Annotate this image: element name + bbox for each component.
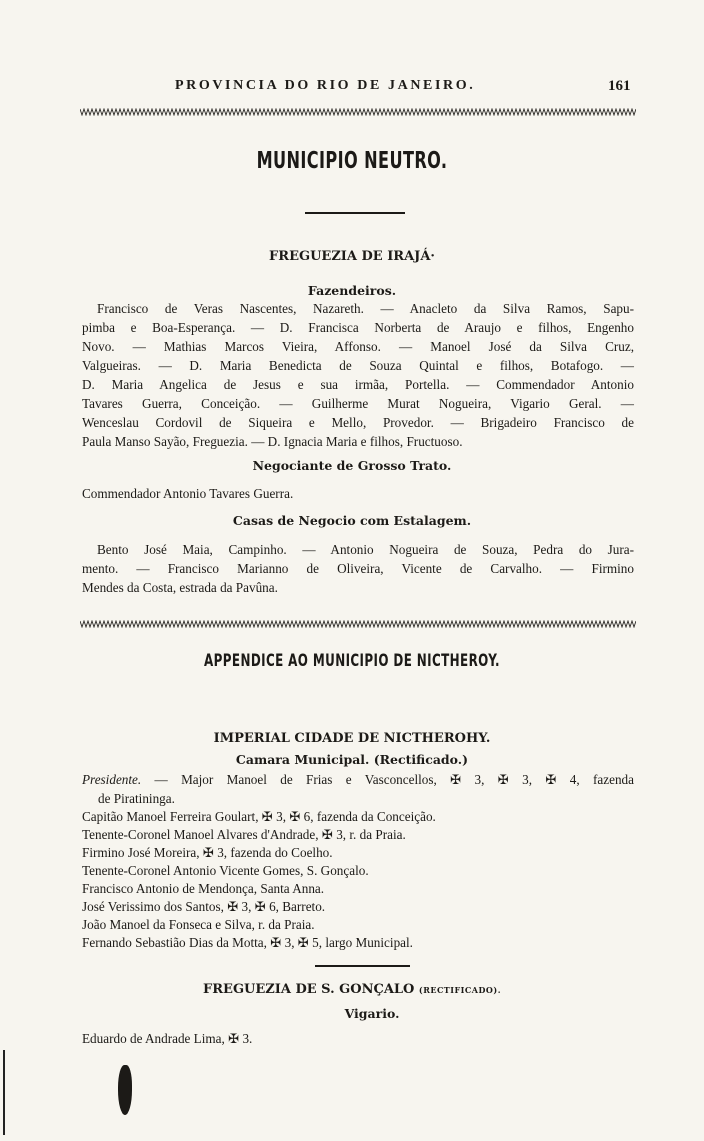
running-title: PROVINCIA DO RIO DE JANEIRO.: [175, 78, 476, 93]
text-line: Tavares Guerra, Conceição. — Guilherme Murat Nogueira, Vigario Geral. —: [82, 396, 634, 411]
decorative-rule-top: [80, 108, 636, 116]
fazendeiros-heading: Fazendeiros.: [307, 283, 397, 298]
section-title-municipio-neutro: MUNICIPIO NEUTRO.: [256, 148, 448, 174]
divider: [315, 965, 410, 967]
text-line: pimba e Boa-Esperança. — D. Francisca Norberta de Araujo e filhos, Engenho: [82, 320, 634, 335]
rectificado-note: (RECTIFICADO).: [418, 985, 501, 995]
presidente-entry: [82, 772, 634, 788]
text-line: Paula Manso Sayão, Freguezia. — D. Ignacia Maria e filhos, Fructuoso.: [82, 434, 463, 449]
city-heading: IMPERIAL CIDADE DE NICTHEROHY.: [213, 731, 491, 746]
presidente-continuation: de Piratininga.: [98, 791, 175, 806]
text-line: Mendes da Costa, estrada da Pavûna.: [82, 580, 278, 595]
member-entry: Fernando Sebastião Dias da Motta, ✠ 3, ✠ 5, largo Municipal.: [82, 935, 413, 950]
negociante-heading: Negociante de Grosso Trato.: [252, 458, 452, 473]
text-line: Wenceslau Cordovil de Siqueira e Mello, Provedor. — Brigadeiro Francisco de: [82, 415, 634, 430]
freguezia-goncalo-title: FREGUEZIA DE S. GONÇALO: [203, 982, 415, 997]
freguezia-goncalo-heading: [0, 982, 704, 997]
member-entry: Francisco Antonio de Mendonça, Santa Anna.: [82, 881, 325, 896]
ink-blot: [118, 1065, 132, 1115]
member-entry: Capitão Manoel Ferreira Goulart, ✠ 3, ✠ 6, fazenda da Conceição.: [82, 809, 436, 824]
text-line: mento. — Francisco Marianno de Oliveira, Vicente de Carvalho. — Firmino: [82, 561, 634, 576]
member-entry: José Verissimo dos Santos, ✠ 3, ✠ 6, Barreto.: [82, 899, 326, 914]
presidente-text: — Major Manoel de Frias e Vasconcellos, ✠ 3, ✠ 3, ✠ 4, fazenda: [141, 772, 634, 787]
freguezia-iraja-heading: FREGUEZIA DE IRAJÁ·: [269, 249, 435, 264]
page-number: 161: [608, 78, 631, 94]
text-line: Francisco de Veras Nascentes, Nazareth. — Anacleto da Silva Ramos, Sapu-: [97, 301, 634, 316]
text-line: D. Maria Angelica de Jesus e sua irmãa, Portella. — Commendador Antonio: [82, 377, 634, 392]
member-entry: João Manoel da Fonseca e Silva, r. da Praia.: [82, 917, 315, 932]
decorative-rule-middle: [80, 620, 636, 628]
member-entry: Tenente-Coronel Manoel Alvares d'Andrade, ✠ 3, r. da Praia.: [82, 827, 406, 842]
member-entry: Firmino José Moreira, ✠ 3, fazenda do Coelho.: [82, 845, 333, 860]
text-line: Valgueiras. — D. Maria Benedicta de Souza Quintal e filhos, Botafogo. —: [82, 358, 634, 373]
text-line: Bento José Maia, Campinho. — Antonio Nogueira de Souza, Pedra do Jura-: [97, 542, 634, 557]
divider: [305, 212, 405, 214]
vigario-heading: Vigario.: [344, 1006, 400, 1021]
camara-heading: Camara Municipal. (Rectificado.): [235, 752, 469, 767]
margin-mark: [3, 1050, 5, 1135]
vigario-entry: Eduardo de Andrade Lima, ✠ 3.: [82, 1031, 253, 1046]
casas-heading: Casas de Negocio com Estalagem.: [232, 513, 472, 528]
presidente-label: Presidente.: [82, 772, 142, 787]
negociante-entry: Commendador Antonio Tavares Guerra.: [82, 486, 294, 501]
section-title-appendice: APPENDICE AO MUNICIPIO DE NICTHEROY.: [204, 651, 500, 671]
text-line: Novo. — Mathias Marcos Vieira, Affonso. — Manoel José da Silva Cruz,: [82, 339, 634, 354]
member-entry: Tenente-Coronel Antonio Vicente Gomes, S. Gonçalo.: [82, 863, 369, 878]
